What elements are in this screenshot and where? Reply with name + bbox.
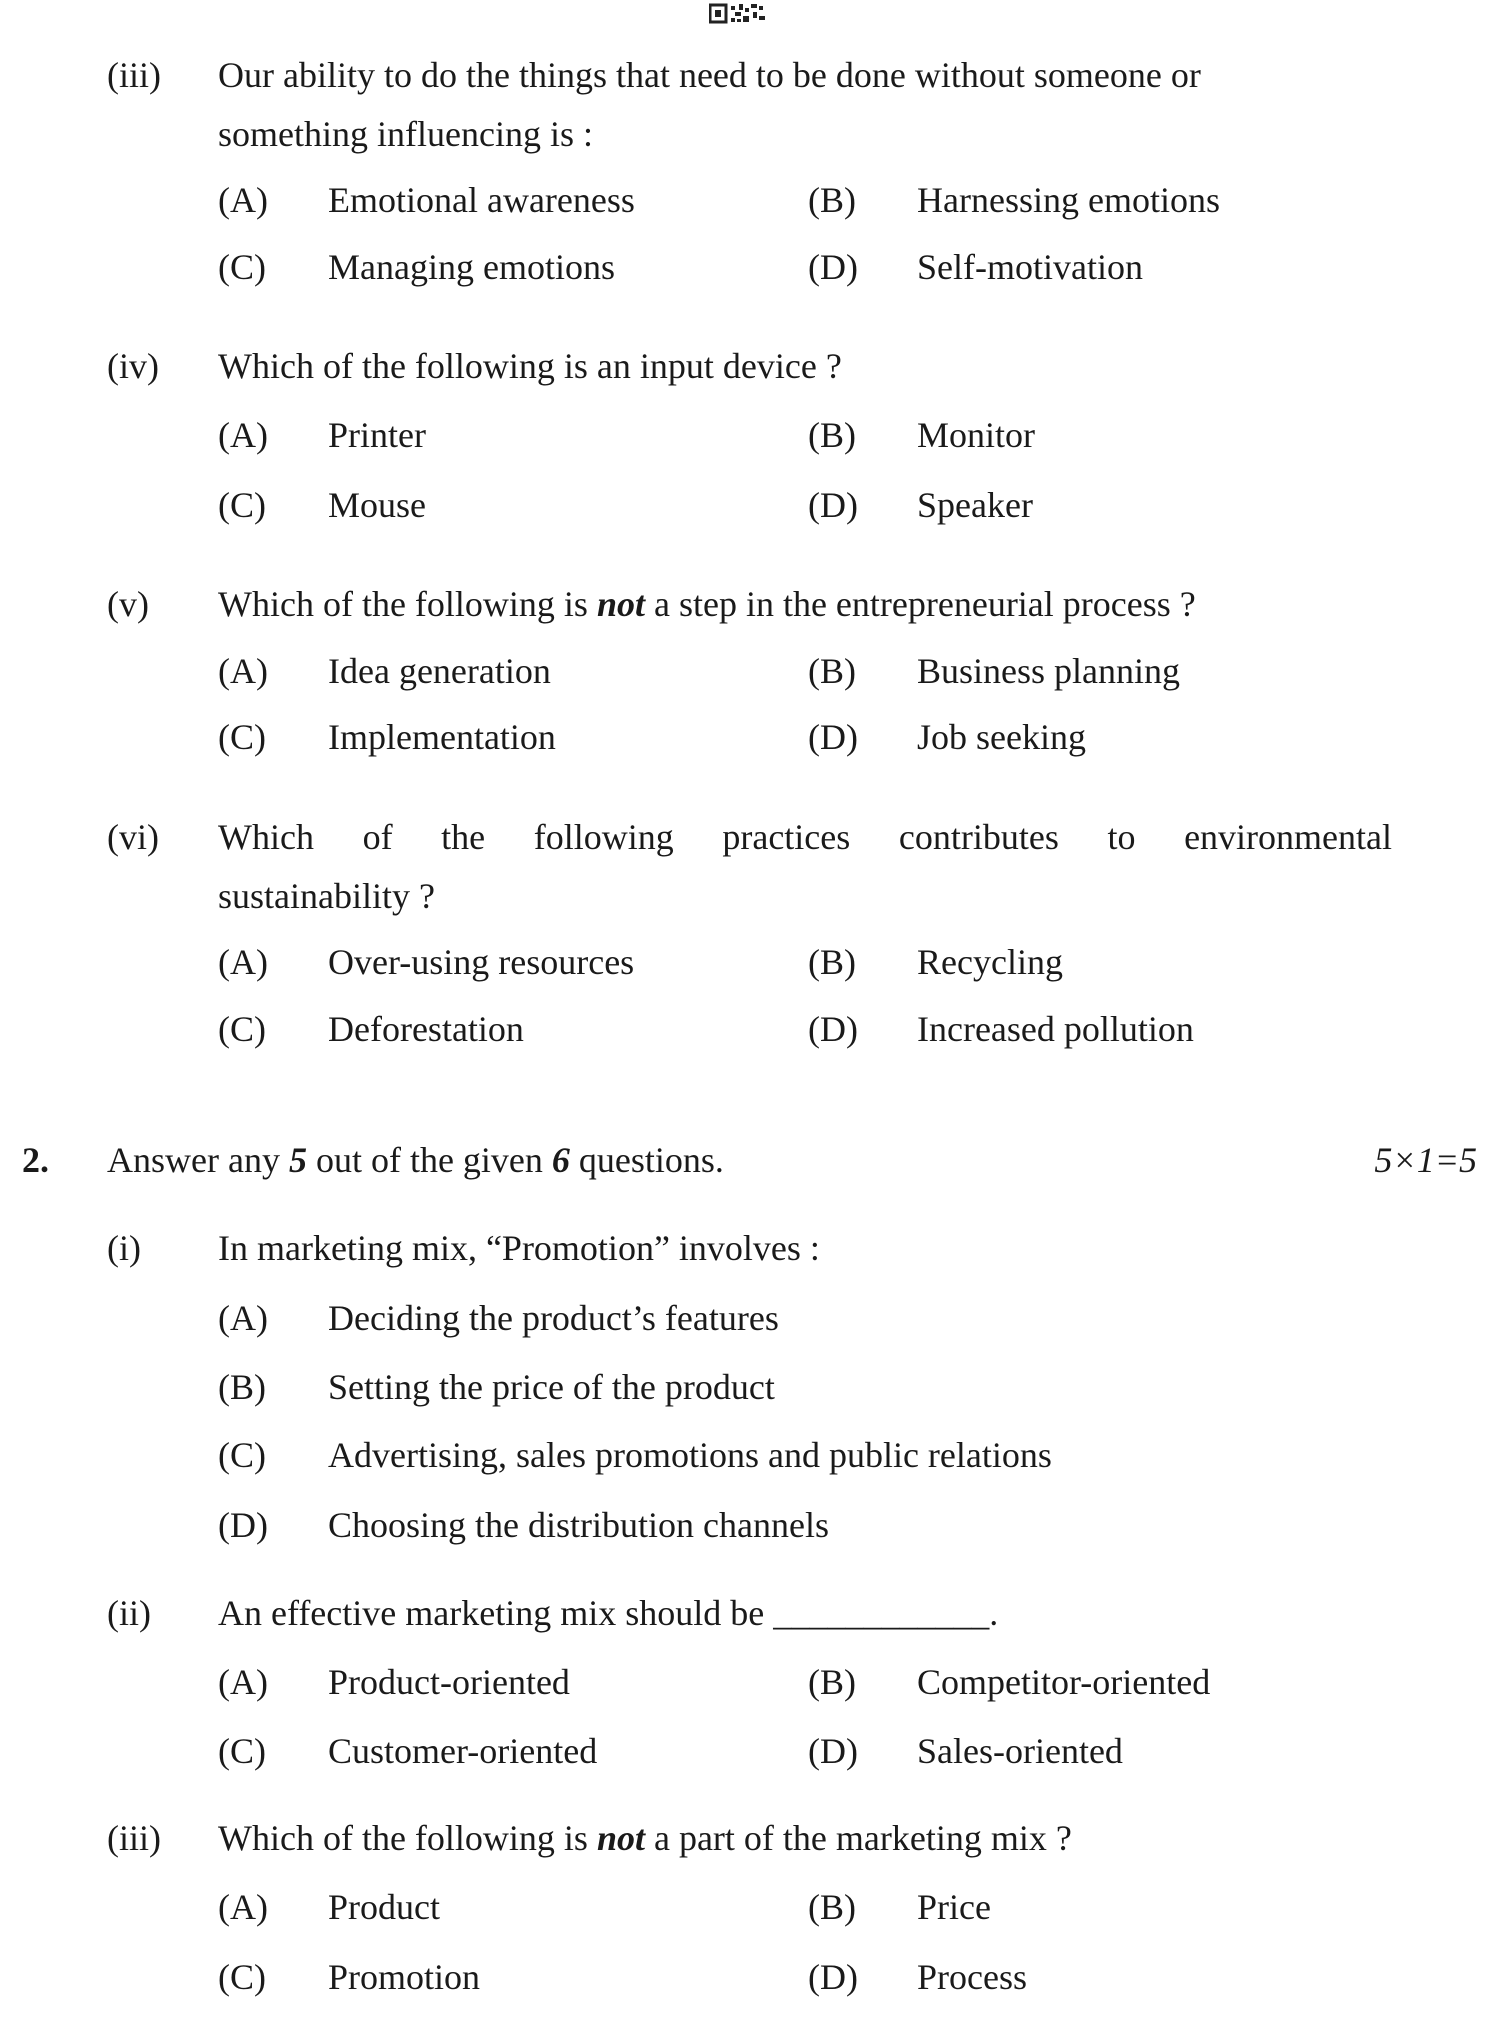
option-label: (B): [808, 180, 856, 220]
option-label: (C): [218, 1435, 266, 1475]
option-text: Monitor: [917, 415, 1036, 455]
option-label: (D): [808, 485, 858, 525]
option-text: Competitor-oriented: [917, 1662, 1211, 1702]
option-text: Idea generation: [328, 651, 551, 691]
option-label: (D): [808, 1957, 858, 1997]
option-text: Recycling: [917, 942, 1063, 982]
question-text: [218, 1816, 1072, 1860]
emphasis: not: [596, 1818, 645, 1858]
option-text: Over-using resources: [328, 942, 635, 982]
option-label: (B): [808, 1662, 856, 1702]
option-label: (D): [218, 1505, 268, 1545]
option-label: (D): [808, 1731, 858, 1771]
option-label: (D): [808, 1009, 858, 1049]
text: Answer any: [107, 1140, 289, 1180]
question-number: (i): [107, 1228, 141, 1268]
option-text: Process: [917, 1957, 1027, 1997]
question-number: (iii): [107, 55, 161, 95]
option-label: (B): [808, 1887, 856, 1927]
question-number: (vi): [107, 817, 159, 857]
option-label: (D): [808, 717, 858, 757]
question-number: (ii): [107, 1593, 151, 1633]
option-label: (A): [218, 1662, 268, 1702]
emphasis: 5: [288, 1140, 307, 1180]
question-text: Which of the following is an input device ?: [218, 346, 842, 386]
option-text: Managing emotions: [328, 247, 615, 287]
option-text: Job seeking: [917, 717, 1086, 757]
option-text: Speaker: [917, 485, 1033, 525]
option-label: (B): [808, 942, 856, 982]
question-text: sustainability ?: [218, 876, 435, 916]
question-text: Our ability to do the things that need to be done without someone or: [218, 55, 1201, 95]
option-text: Increased pollution: [917, 1009, 1194, 1049]
option-label: (B): [808, 415, 856, 455]
question-text: An effective marketing mix should be ____________.: [218, 1593, 999, 1633]
option-text: Promotion: [328, 1957, 481, 1997]
marks: 5×1=5: [1374, 1140, 1477, 1180]
question-text: something influencing is :: [218, 114, 593, 154]
option-label: (C): [218, 1731, 266, 1771]
section-number: 2.: [22, 1140, 49, 1180]
option-text: Deciding the product’s features: [328, 1298, 779, 1338]
option-text: Sales-oriented: [917, 1731, 1123, 1771]
question-text: Which of the following practices contributes to environmental: [218, 817, 1392, 857]
option-text: Choosing the distribution channels: [328, 1505, 829, 1545]
option-label: (B): [218, 1367, 266, 1407]
option-text: Printer: [328, 415, 426, 455]
option-label: (C): [218, 485, 266, 525]
option-label: (C): [218, 247, 266, 287]
emphasis: 6: [551, 1140, 570, 1180]
option-text: Setting the price of the product: [328, 1367, 775, 1407]
option-label: (A): [218, 1298, 268, 1338]
option-label: (A): [218, 415, 268, 455]
emphasis: not: [596, 584, 645, 624]
text: out of the given: [306, 1140, 552, 1180]
option-label: (B): [808, 651, 856, 691]
option-label: (A): [218, 942, 268, 982]
option-text: Product-oriented: [328, 1662, 570, 1702]
option-label: (D): [808, 247, 858, 287]
text: Which of the following is: [218, 1818, 597, 1858]
text: Which of the following is: [218, 584, 597, 624]
section-instruction: [107, 1138, 724, 1182]
option-text: Emotional awareness: [328, 180, 635, 220]
option-text: Customer-oriented: [328, 1731, 598, 1771]
option-text: Implementation: [328, 717, 556, 757]
option-text: Advertising, sales promotions and public relations: [328, 1435, 1052, 1475]
option-text: Self-motivation: [917, 247, 1143, 287]
question-number: (v): [107, 584, 149, 624]
option-text: Mouse: [328, 485, 426, 525]
option-text: Product: [328, 1887, 440, 1927]
option-label: (C): [218, 1957, 266, 1997]
text: questions.: [569, 1140, 724, 1180]
qr-code-icon: [709, 2, 767, 24]
text: a step in the entrepreneurial process ?: [644, 584, 1196, 624]
option-label: (C): [218, 1009, 266, 1049]
question-number: (iii): [107, 1818, 161, 1858]
option-label: (C): [218, 717, 266, 757]
option-label: (A): [218, 1887, 268, 1927]
option-text: Deforestation: [328, 1009, 524, 1049]
text: a part of the marketing mix ?: [644, 1818, 1072, 1858]
option-label: (A): [218, 180, 268, 220]
question-text: In marketing mix, “Promotion” involves :: [218, 1228, 820, 1268]
question-text: [218, 582, 1196, 626]
question-number: (iv): [107, 346, 159, 386]
option-text: Business planning: [917, 651, 1181, 691]
option-label: (A): [218, 651, 268, 691]
option-text: Harnessing emotions: [917, 180, 1220, 220]
option-text: Price: [917, 1887, 991, 1927]
